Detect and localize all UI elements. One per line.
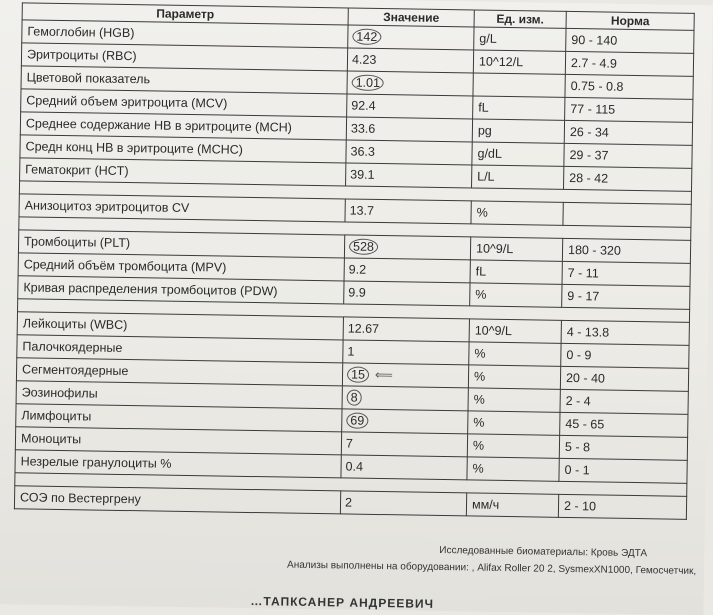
value-text: 36.3 (350, 144, 376, 159)
norm-cell (563, 202, 691, 227)
biomaterial-note: Исследованные биоматериалы: Кровь ЭДТА (439, 544, 648, 560)
param-cell: Эозинофилы (16, 381, 342, 409)
unit-cell: % (467, 434, 559, 458)
header-param: Параметр (22, 3, 348, 25)
unit-cell: % (468, 388, 560, 412)
norm-cell: 0 - 9 (561, 343, 689, 368)
value-cell (346, 140, 472, 165)
value-cell (343, 317, 469, 342)
unit-cell: % (468, 365, 560, 389)
unit-cell: L/L (472, 165, 564, 189)
value-text: 39.1 (350, 167, 375, 182)
norm-cell: 2 - 4 (560, 389, 688, 414)
param-cell: Гематокрит (HCT) (20, 158, 346, 186)
norm-cell: 0.75 - 0.8 (565, 74, 693, 99)
header-unit: Ед. изм. (474, 10, 566, 28)
param-cell: Средний объем эритроцита (MCV) (21, 89, 347, 117)
norm-cell: 5 - 8 (559, 435, 687, 460)
cut-off-name: …ТАПКСАНЕР АНДРЕЕВИЧ (250, 594, 435, 611)
value-cell (347, 71, 473, 96)
value-text: 142 (352, 29, 381, 45)
value-text: 92.4 (351, 98, 376, 113)
value-cell (344, 235, 470, 260)
param-cell: Незрелые гранулоциты % (15, 450, 341, 478)
param-cell: Палочкоядерные (17, 335, 343, 363)
param-cell: Средн конц НВ в эритроците (MCHC) (20, 135, 346, 163)
value-cell (342, 386, 468, 411)
value-text: 13.7 (349, 203, 375, 218)
table-body (14, 20, 694, 519)
norm-cell: 180 - 320 (562, 238, 690, 263)
value-text: 33.6 (350, 121, 376, 136)
value-cell (342, 363, 468, 388)
value-cell (344, 281, 470, 306)
param-cell: Сегментоядерные (16, 358, 342, 386)
value-text: 0.4 (345, 459, 364, 474)
param-cell: Кривая распределения тромбоцитов (PDW) (18, 276, 344, 304)
norm-cell: 4 - 13.8 (561, 320, 689, 345)
norm-cell: 2.7 - 4.9 (565, 51, 693, 76)
unit-cell: pg (472, 119, 564, 143)
param-cell: Лейкоциты (WBC) (17, 312, 343, 340)
value-text: 2 (344, 495, 353, 510)
value-cell (346, 117, 472, 142)
value-text: 7 (345, 436, 354, 451)
norm-cell: 45 - 65 (560, 412, 688, 437)
unit-cell: g/L (474, 27, 566, 51)
value-cell (348, 25, 474, 50)
value-text: 8 (347, 389, 362, 405)
header-norm: Норма (566, 11, 694, 30)
param-cell: Эритроциты (RBC) (21, 43, 347, 71)
norm-cell: 90 - 140 (566, 28, 694, 53)
norm-cell: 2 - 10 (558, 494, 686, 519)
unit-cell: % (469, 342, 561, 366)
value-cell (346, 163, 472, 188)
value-cell (340, 491, 466, 516)
unit-cell: 10^9/L (470, 237, 562, 261)
value-cell (341, 455, 467, 480)
param-cell: Гемоглобин (HGB) (22, 20, 348, 48)
param-cell: Тромбоциты (PLT) (18, 230, 344, 258)
unit-cell: мм/ч (466, 493, 558, 517)
param-cell: Анизоцитоз эритроцитов CV (19, 194, 345, 222)
norm-cell: 7 - 11 (562, 261, 690, 286)
value-text: 12.67 (347, 321, 380, 336)
param-cell: Средний объём тромбоцита (MPV) (18, 253, 344, 281)
norm-cell: 77 - 115 (565, 97, 693, 122)
header-value: Значение (348, 8, 474, 27)
value-text: 528 (349, 239, 378, 255)
value-cell (347, 94, 473, 119)
norm-cell: 29 - 37 (564, 143, 692, 168)
param-cell: Цветовой показатель (21, 66, 347, 94)
value-text: 1 (347, 344, 355, 359)
unit-cell: fL (473, 96, 565, 120)
norm-cell: 9 - 17 (562, 284, 690, 309)
results-table (14, 2, 695, 520)
unit-cell: % (471, 201, 563, 225)
value-cell (342, 409, 468, 434)
unit-cell (473, 73, 565, 97)
unit-cell: g/dL (472, 142, 564, 166)
unit-cell: % (470, 283, 562, 307)
equipment-note: Анализы выполнены на оборудовании: , Alifax Roller 20 2, SysmexXN1000, Гемосчетчик, (286, 559, 697, 578)
param-cell: Лимфоциты (16, 404, 342, 432)
norm-cell: 28 - 42 (564, 166, 692, 191)
param-cell: Среднее содержание НВ в эритроците (MCH) (20, 112, 346, 140)
unit-cell: 10^9/L (469, 319, 561, 343)
value-text: 4.23 (351, 52, 377, 67)
value-cell (345, 199, 471, 224)
unit-cell: % (468, 411, 560, 435)
value-text: 69 (346, 412, 368, 428)
value-cell (347, 48, 473, 73)
unit-cell: fL (470, 260, 562, 284)
value-cell (341, 432, 467, 457)
param-cell: Моноциты (15, 427, 341, 455)
value-text: 9.9 (348, 285, 366, 300)
param-cell: СОЭ по Вестергрену (14, 486, 340, 514)
norm-cell: 20 - 40 (560, 366, 688, 391)
value-text: 15 (347, 366, 369, 382)
value-cell (343, 340, 469, 365)
handwritten-arrow-icon: ⟸ (374, 367, 393, 383)
value-text: 9.2 (348, 262, 367, 277)
norm-cell: 26 - 34 (564, 120, 692, 145)
value-cell (344, 258, 470, 283)
norm-cell: 0 - 1 (559, 458, 687, 483)
value-text: 1.01 (352, 75, 385, 92)
unit-cell: % (467, 457, 559, 481)
unit-cell: 10^12/L (473, 50, 565, 74)
